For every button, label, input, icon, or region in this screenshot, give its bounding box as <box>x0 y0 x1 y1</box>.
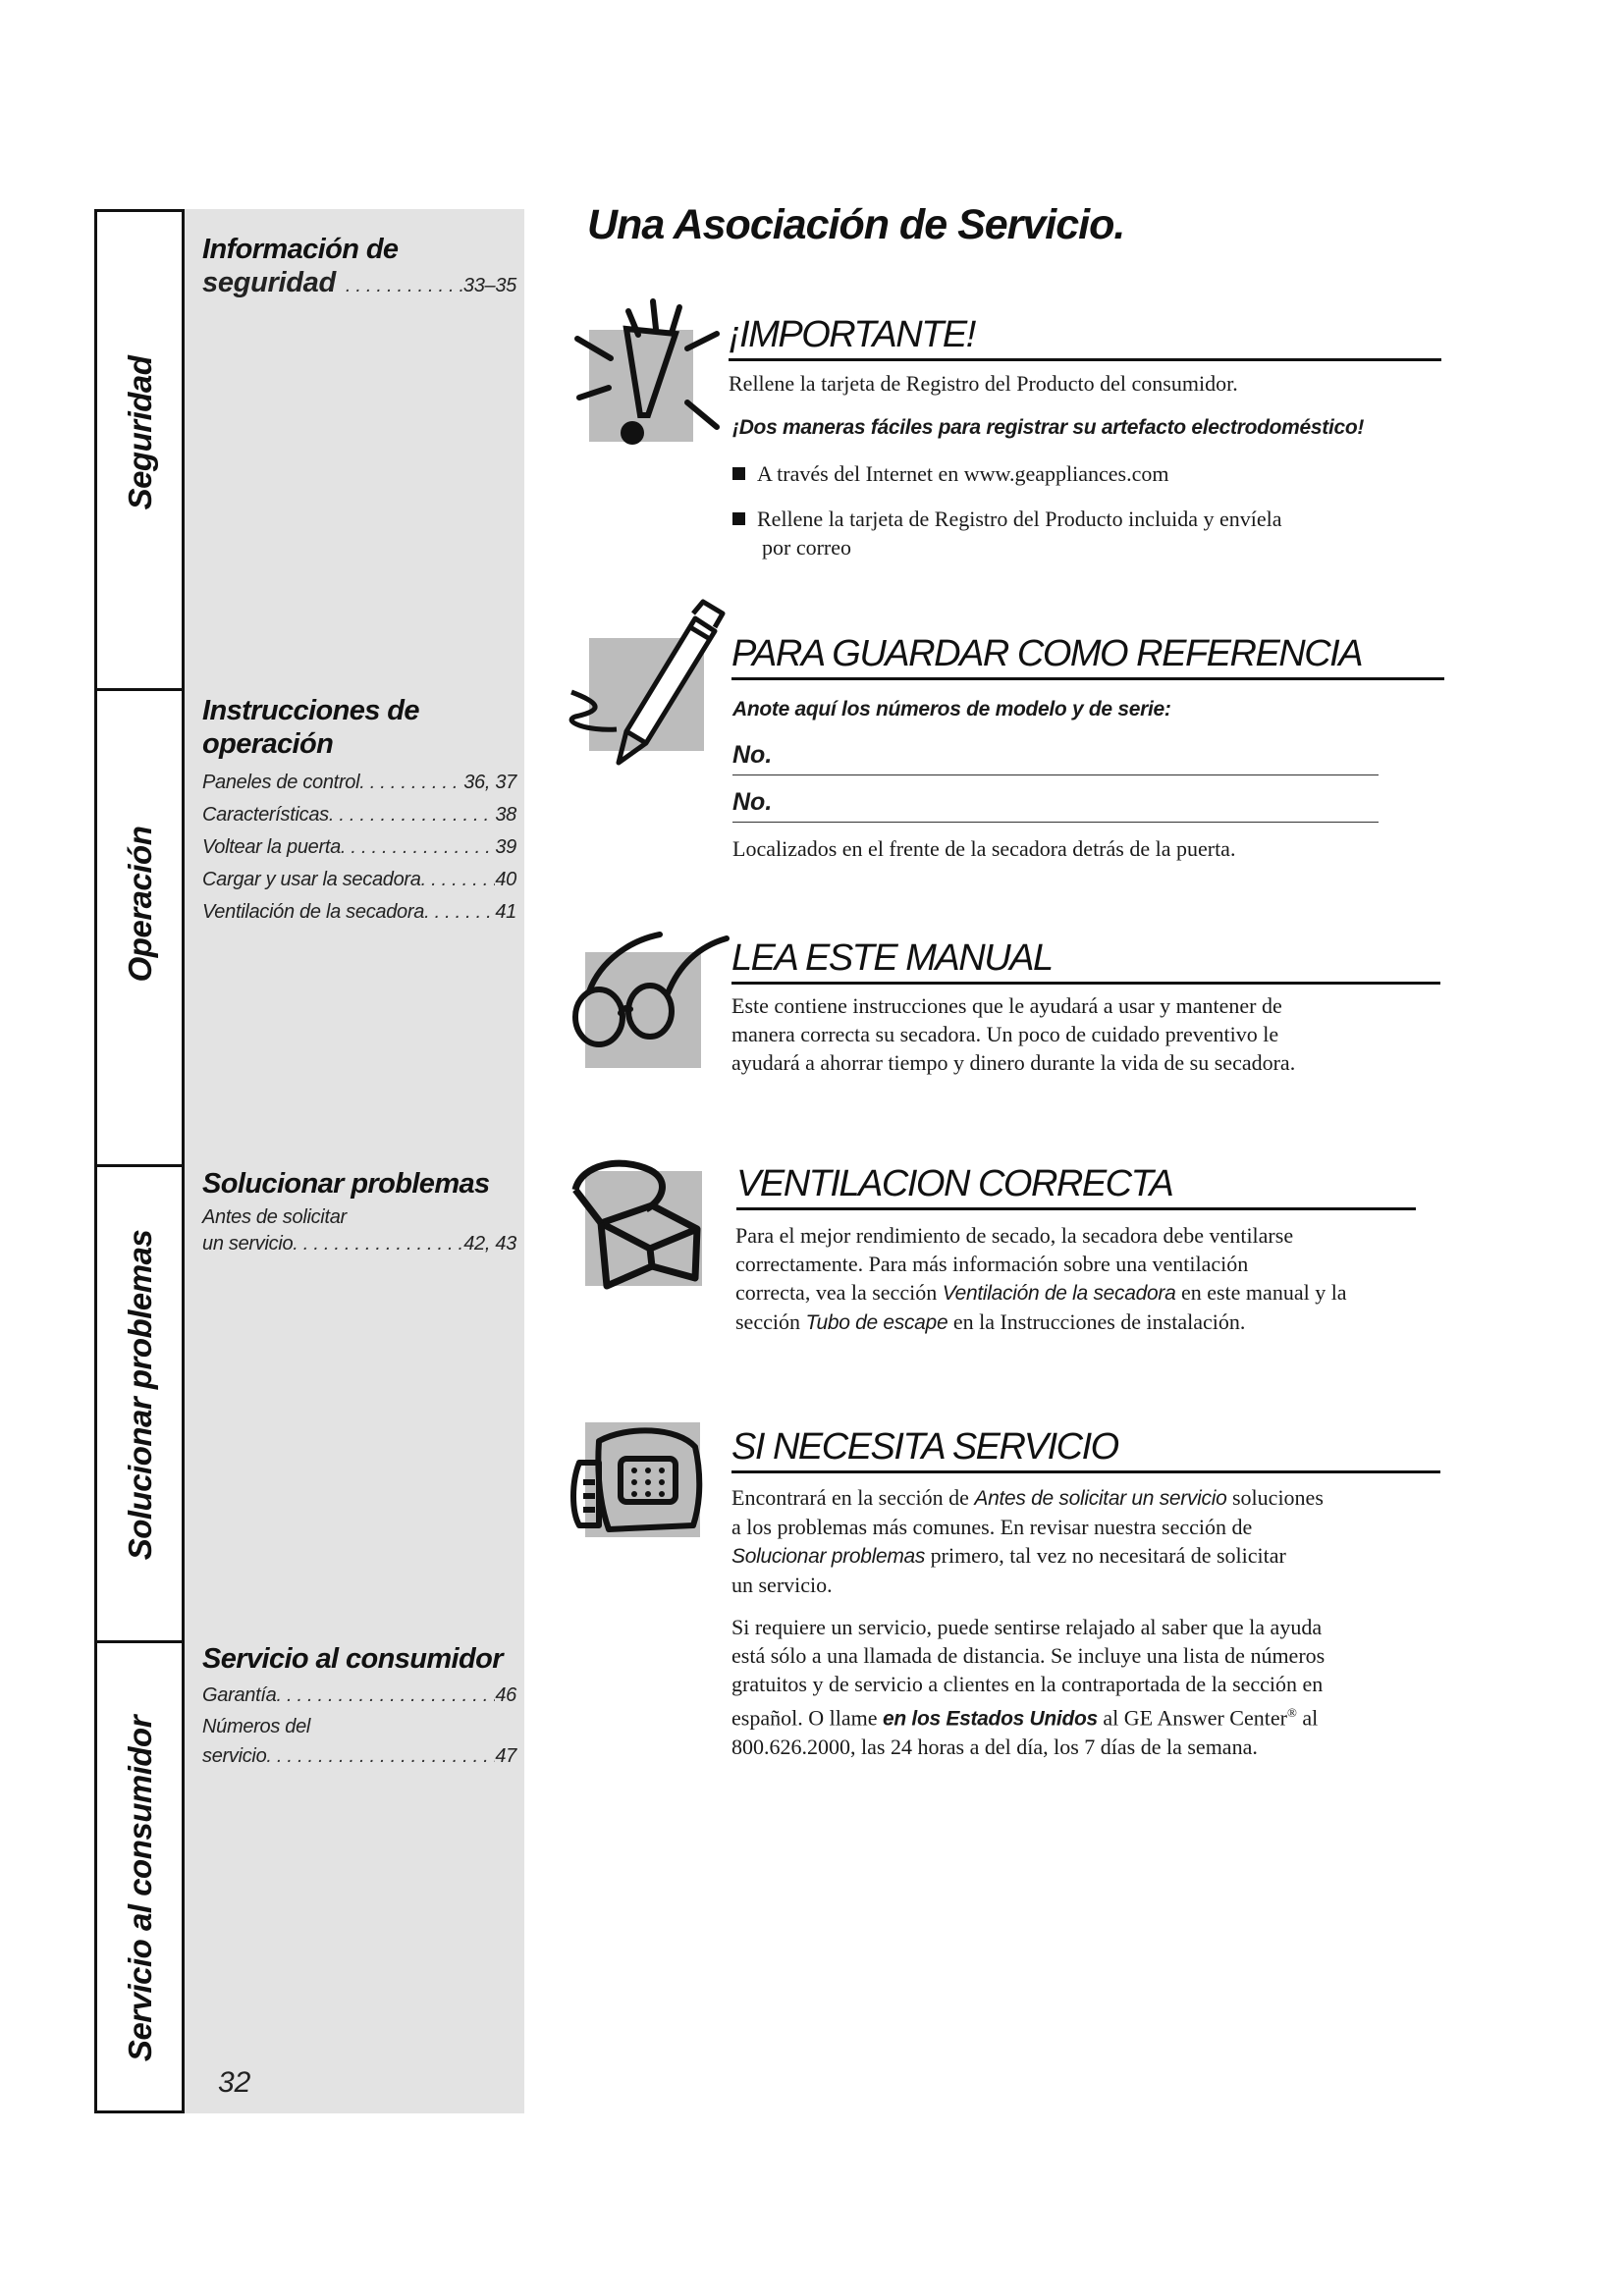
toc-title: Solucionar problemas <box>202 1168 490 1200</box>
important-line: Rellene la tarjeta de Registro del Producto del consumidor. <box>729 371 1238 396</box>
bullet-item: A través del Internet en www.geappliances.com <box>732 459 1168 488</box>
tab-operacion[interactable]: Operación <box>122 826 158 983</box>
section-tabs <box>94 209 185 2113</box>
page-title: Una Asociación de Servicio. <box>587 201 1125 248</box>
important-emphasis: ¡Dos maneras fáciles para registrar su artefacto electrodoméstico! <box>732 416 1365 439</box>
toc-section-operacion <box>202 694 516 929</box>
pencil-icon <box>568 594 734 761</box>
toc-title: Instrucciones de <box>202 695 419 726</box>
toc-title: Servicio al consumidor <box>202 1643 503 1675</box>
toc-entry[interactable]: Voltear la puerta . . . 39 <box>202 831 516 864</box>
toc-section-seguridad <box>202 233 516 305</box>
toc-section-problemas <box>202 1167 516 1257</box>
toc-entry[interactable]: servicio . . . 47 <box>202 1741 516 1771</box>
toc-entry[interactable]: Paneles de control . . . 36, 37 <box>202 767 516 799</box>
tab-solucionar-problemas[interactable]: Solucionar problemas <box>122 1229 158 1561</box>
toc-entry[interactable]: un servicio . . . 42, 43 <box>202 1231 516 1257</box>
service-heading: SI NECESITA SERVICIO <box>731 1426 1440 1473</box>
reference-subtitle: Anote aquí los números de modelo y de serie: <box>732 698 1171 721</box>
reference-heading: PARA GUARDAR COMO REFERENCIA <box>731 633 1444 680</box>
exclamation-icon <box>569 290 736 456</box>
toc-title: Información de <box>202 234 399 265</box>
tab-servicio-al-consumidor[interactable]: Servicio al consumidor <box>122 1715 158 2062</box>
toc-section-servicio <box>202 1642 516 1771</box>
toc-title: operación <box>202 728 334 760</box>
toc-entry-label: seguridad <box>202 267 336 298</box>
toc-entry[interactable]: Características . . . 38 <box>202 799 516 831</box>
manual-text: Este contiene instrucciones que le ayudará a usar y mantener de manera correcta su secadora. Un poco de cuidado preventivo le ayudará a ahorrar tiempo y dinero durante la vida de su secadora. <box>731 993 1296 1075</box>
serial-number-field[interactable]: No. <box>732 788 1379 823</box>
toc-entry-label: Números del <box>202 1716 311 1737</box>
toc-entry-label: Antes de solicitar <box>202 1206 347 1228</box>
bullet-item: Rellene la tarjeta de Registro del Producto incluida y envíela por correo <box>732 505 1282 561</box>
toc-entry[interactable]: Garantía . . . 46 <box>202 1680 516 1712</box>
glasses-icon <box>562 931 738 1068</box>
toc-entry-page: 33–35 <box>462 275 516 296</box>
important-heading: ¡IMPORTANTE! <box>729 314 1441 361</box>
telephone-icon <box>569 1423 717 1541</box>
service-text: Encontrará en la sección de Antes de solicitar un servicio soluciones a los problemas más comunes. En revisar nuestra sección de Solucionar problemas primero, tal vez no necesitará de solicitar un servicio. Si requiere un servicio, puede sentirse relajado al saber que la ayuda está sólo a una llamada de distancia. Se incluye una lista de números gratuitos y de servicio a clientes en la contraportada de la sección en español. O llame en los Estados Unidos al GE Answer Center® al 800.626.2000, las 24 horas a del día, los 7 días de la semana. <box>731 1485 1326 1760</box>
model-number-field[interactable]: No. <box>732 741 1379 775</box>
ventilation-heading: VENTILACION CORRECTA <box>736 1163 1416 1210</box>
toc-entry[interactable]: Ventilación de la secadora . . . 41 <box>202 896 516 929</box>
manual-heading: LEA ESTE MANUAL <box>731 937 1440 985</box>
reference-note: Localizados en el frente de la secadora detrás de la puerta. <box>732 836 1236 861</box>
toc-entry[interactable]: Cargar y usar la secadora . . . 40 <box>202 864 516 896</box>
table-of-contents <box>185 209 524 2113</box>
ventilation-text: Para el mejor rendimiento de secado, la secadora debe ventilarse correctamente. Para más información sobre una ventilación correcta, vea la sección Ventilación de la secadora en este manual y la sección Tubo de escape en la Instrucciones de instalación. <box>735 1223 1347 1334</box>
toc-entry[interactable] <box>202 266 516 305</box>
tab-seguridad[interactable]: Seguridad <box>122 355 158 510</box>
page-number: 32 <box>218 2066 251 2099</box>
ventilation-icon <box>562 1150 719 1298</box>
